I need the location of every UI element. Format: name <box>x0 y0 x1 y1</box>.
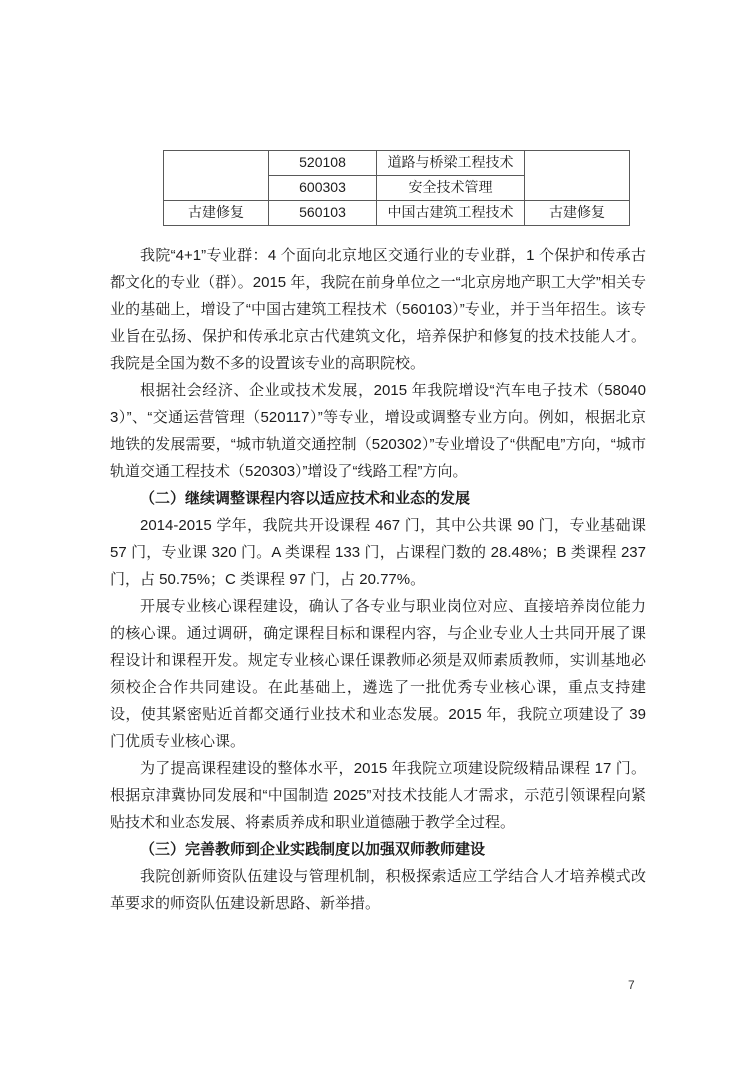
section-heading-3: （三）完善教师到企业实践制度以加强双师教师建设 <box>140 841 486 858</box>
table-row <box>164 201 630 226</box>
table-cell: 道路与桥梁工程技术 <box>377 151 525 176</box>
table-cell <box>164 151 269 201</box>
table-cell: 古建修复 <box>164 201 269 226</box>
table-cell: 600303 <box>269 176 377 201</box>
table-cell: 古建修复 <box>525 201 630 226</box>
programs-table <box>163 150 630 226</box>
document-content <box>110 150 646 917</box>
page-number: 7 <box>628 978 635 992</box>
paragraph-quality-courses: 为了提高课程建设的整体水平，2015 年我院立项建设院级精品课程 17 门。根据京津冀协同发展和“中国制造 2025”对技术技能人才需求，示范引领课程向紧贴技术和业态发展、将素质养成和职业道德融于教学全过程。 <box>110 760 646 831</box>
paragraph-course-stats: 2014-2015 学年，我院共开设课程 467 门，其中公共课 90 门，专业基础课 57 门，专业课 320 门。A 类课程 133 门，占课程门数的 28.48%；B 类课程 237 门，占 50.75%；C 类课程 97 门，占 20.77%。 <box>110 517 646 588</box>
table-cell: 安全技术管理 <box>377 176 525 201</box>
paragraph-core-courses: 开展专业核心课程建设，确认了各专业与职业岗位对应、直接培养岗位能力的核心课。通过调研，确定课程目标和课程内容，与企业专业人士共同开展了课程设计和课程开发。规定专业核心课任课教师必须是双师素质教师，实训基地必须校企合作共同建设。在此基础上，遴选了一批优秀专业核心课，重点支持建设，使其紧密贴近首都交通行业技术和业态发展。2015 年，我院立项建设了 39 门优质专业核心课。 <box>110 598 646 750</box>
section-heading-2: （二）继续调整课程内容以适应技术和业态的发展 <box>140 490 471 507</box>
paragraph-major-groups: 我院“4+1”专业群：4 个面向北京地区交通行业的专业群，1 个保护和传承古都文化的专业（群）。2015 年，我院在前身单位之一“北京房地产职工大学”相关专业的基础上，增设了“中国古建筑工程技术（560103）”专业，并于当年招生。该专业旨在弘扬、保护和传承北京古代建筑文化，培养保护和修复的技术技能人才。我院是全国为数不多的设置该专业的高职院校。 <box>110 247 646 372</box>
paragraph-teacher-practice: 我院创新师资队伍建设与管理机制，积极探索适应工学结合人才培养模式改革要求的师资队伍建设新思路、新举措。 <box>110 868 646 912</box>
table-cell: 520108 <box>269 151 377 176</box>
table-cell <box>525 151 630 201</box>
table-cell: 中国古建筑工程技术 <box>377 201 525 226</box>
table-cell: 560103 <box>269 201 377 226</box>
table-row <box>164 151 630 176</box>
paragraph-new-majors: 根据社会经济、企业或技术发展，2015 年我院增设“汽车电子技术（580403）”、“交通运营管理（520117）”等专业，增设或调整专业方向。例如，根据北京地铁的发展需要，“城市轨道交通控制（520302）”专业增设了“供配电”方向，“城市轨道交通工程技术（520303）”增设了“线路工程”方向。 <box>110 382 646 480</box>
